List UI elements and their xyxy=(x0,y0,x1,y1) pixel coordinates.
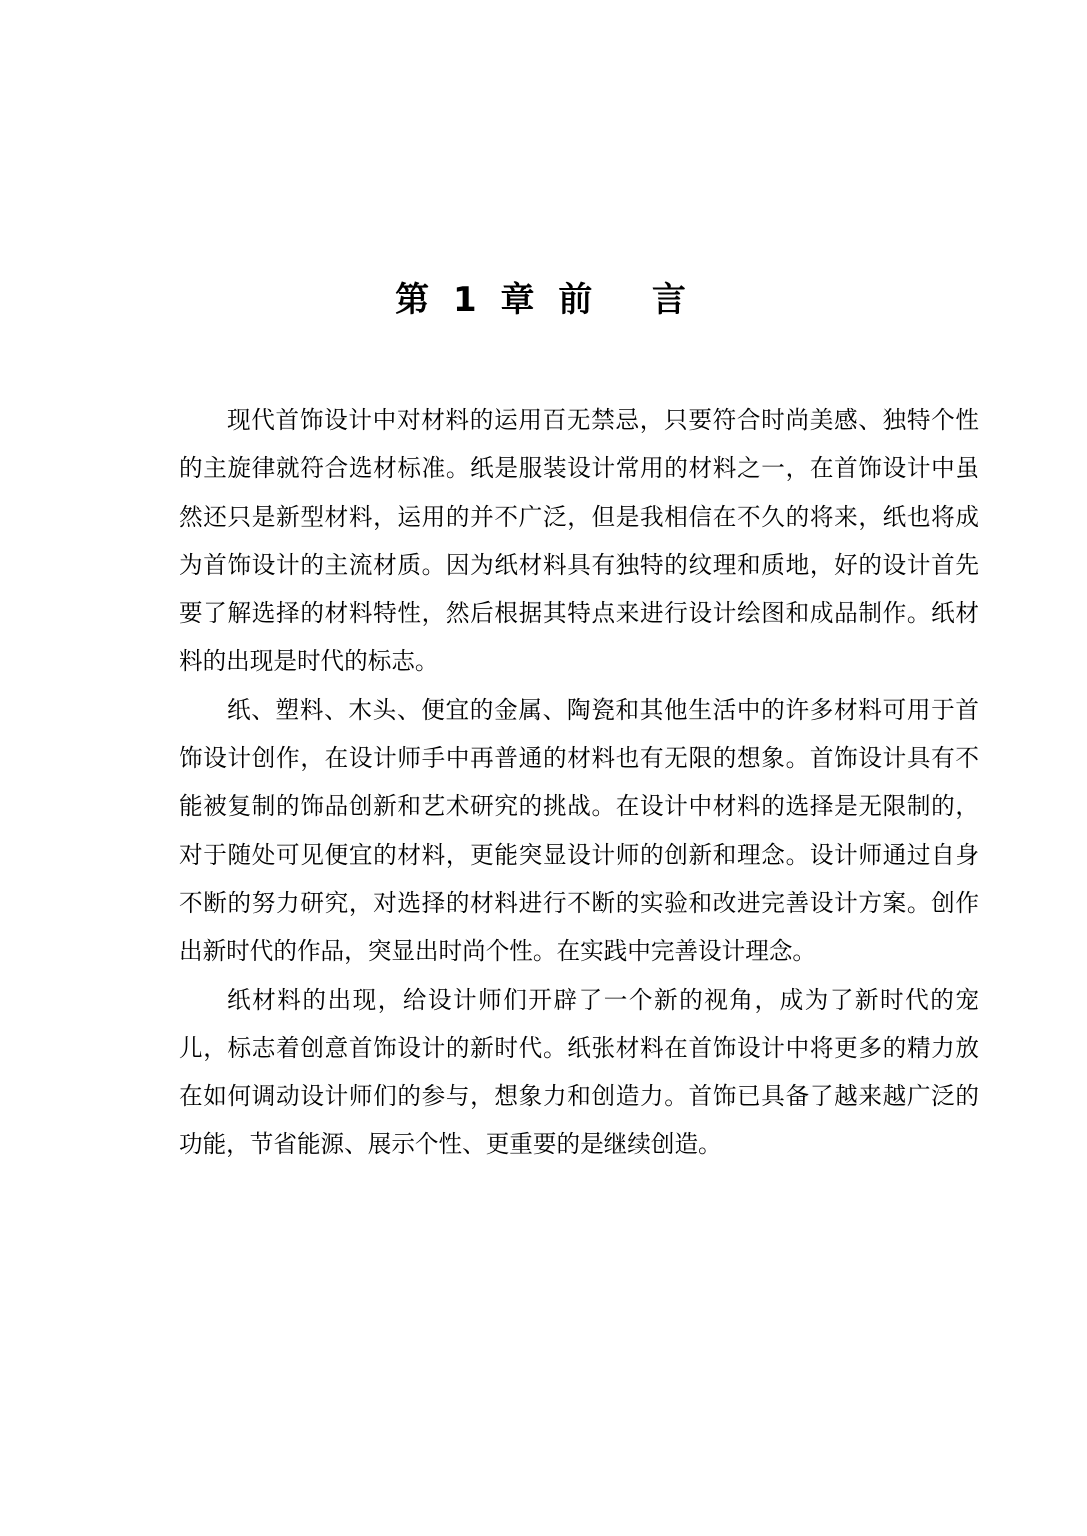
body-text xyxy=(179,396,979,1169)
chapter-title: 第 1 章 前 言 xyxy=(395,280,692,320)
paragraph-1: 现代首饰设计中对材料的运用百无禁忌，只要符合时尚美感、独特个性的主旋律就符合选材标准。纸是服装设计常用的材料之一，在首饰设计中虽然还只是新型材料，运用的并不广泛，但是我相信在不久的将来，纸也将成为首饰设计的主流材质。因为纸材料具有独特的纹理和质地，好的设计首先要了解选择的材料特性，然后根据其特点来进行设计绘图和成品制作。纸材料的出现是时代的标志。 xyxy=(179,406,979,676)
paragraph-2: 纸、塑料、木头、便宜的金属、陶瓷和其他生活中的许多材料可用于首饰设计创作，在设计师手中再普通的材料也有无限的想象。首饰设计具有不能被复制的饰品创新和艺术研究的挑战。在设计中材料的选择是无限制的，对于随处可见便宜的材料，更能突显设计师的创新和理念。设计师通过自身不断的努力研究，对选择的材料进行不断的实验和改进完善设计方案。创作出新时代的作品，突显出时尚个性。在实践中完善设计理念。 xyxy=(179,695,979,966)
paragraph-3: 纸材料的出现，给设计师们开辟了一个新的视角，成为了新时代的宠儿，标志着创意首饰设计的新时代。纸张材料在首饰设计中将更多的精力放在如何调动设计师们的参与，想象力和创造力。首饰已具备了越来越广泛的功能，节省能源、展示个性、更重要的是继续创造。 xyxy=(179,985,979,1159)
